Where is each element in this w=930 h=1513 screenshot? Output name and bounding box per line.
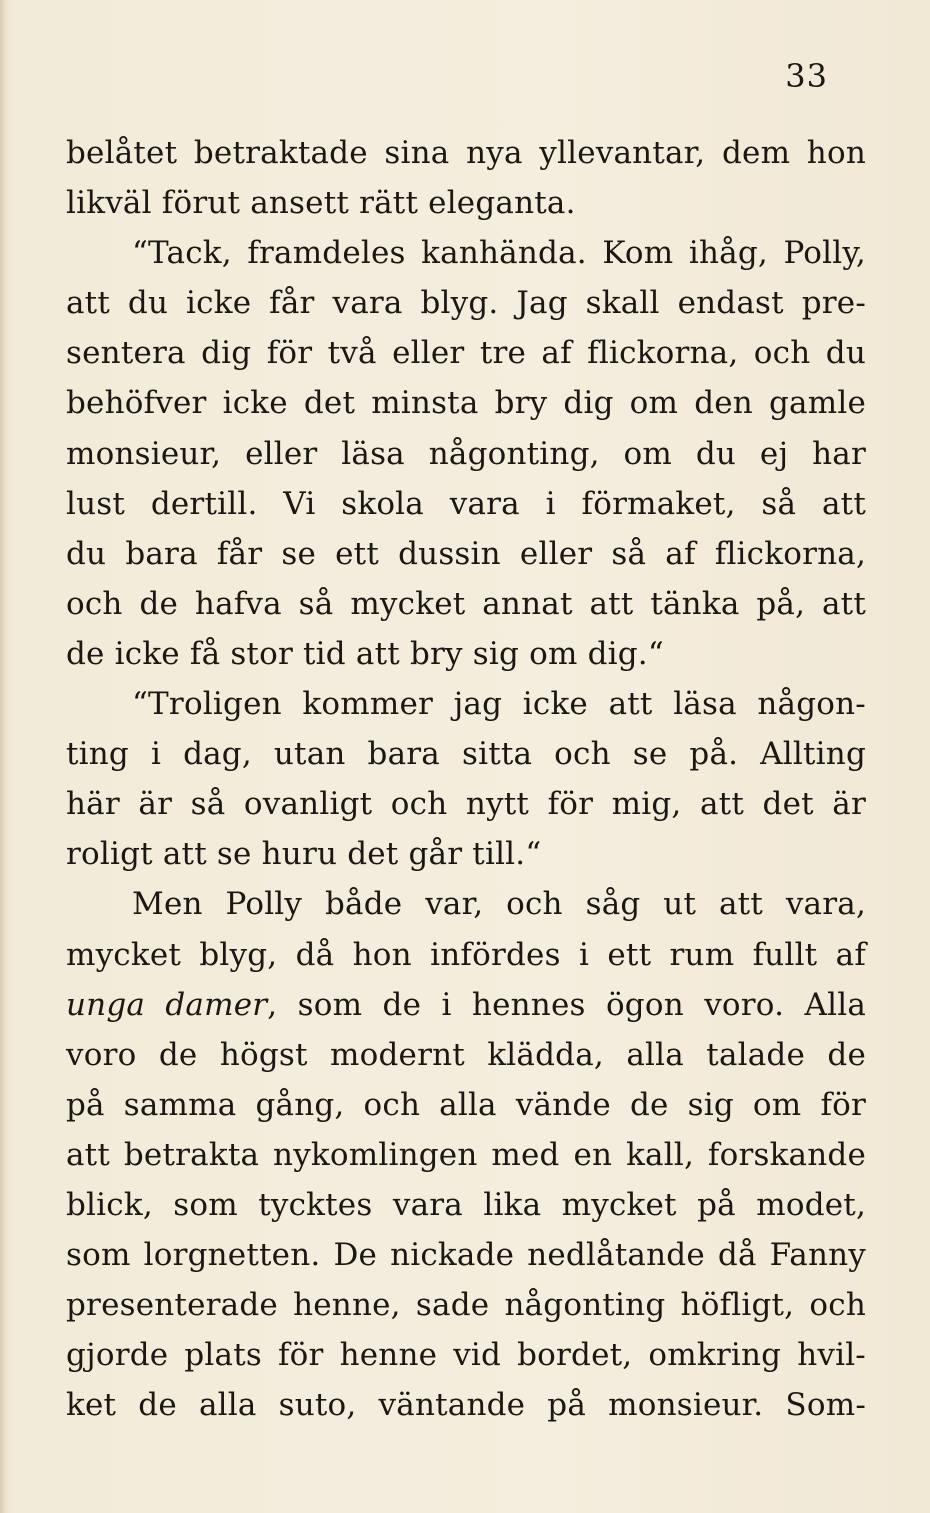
text-line: på samma gång, och alla vände de sig om för	[66, 1086, 866, 1123]
text-line: att du icke får vara blyg. Jag skall endast pre-	[66, 285, 866, 322]
text-line: gjorde plats för henne vid bordet, omkring hvil-	[66, 1337, 866, 1374]
text-line: blick, som tycktes vara lika mycket på modet,	[66, 1186, 866, 1223]
text-line: lust dertill. Vi skola vara i förmaket, så att	[66, 485, 866, 522]
text-line: du bara får se ett dussin eller så af flickorna,	[66, 535, 866, 572]
text-line: mycket blyg, då hon infördes i ett rum fullt af	[66, 936, 866, 973]
text-line: roligt att se huru det går till.“	[66, 836, 542, 873]
text-line: “Tack, framdeles kanhända. Kom ihåg, Polly,	[132, 235, 866, 272]
body-text	[66, 128, 866, 1430]
text-line: belåtet betraktade sina nya yllevantar, dem hon	[66, 135, 866, 171]
text-line: ting i dag, utan bara sitta och se på. Allting	[66, 736, 866, 773]
text-line: behöfver icke det minsta bry dig om den gamle	[66, 385, 866, 422]
page-gutter-edge	[0, 0, 6, 1513]
text-line: att betrakta nykomlingen med en kall, forskande	[66, 1136, 866, 1173]
text-line: presenterade henne, sade någonting höfligt, och	[66, 1287, 866, 1324]
text-line: monsieur, eller läsa någonting, om du ej har	[66, 435, 866, 472]
text-line: som lorgnetten. De nickade nedlåtande då Fanny	[66, 1237, 866, 1274]
text-line: de icke få stor tid att bry sig om dig.“	[66, 635, 664, 672]
text-line: här är så ovanligt och nytt för mig, att det är	[66, 786, 866, 823]
text-line-rest: , som de i hennes ögon voro. Alla	[267, 986, 866, 1023]
text-line: Men Polly både var, och såg ut att vara,	[132, 886, 866, 923]
text-line: “Troligen kommer jag icke att läsa någon-	[132, 686, 866, 723]
text-line: sentera dig för två eller tre af flickorna, och du	[66, 335, 866, 372]
text-line: ket de alla suto, väntande på monsieur. Som-	[66, 1387, 866, 1424]
text-line: voro de högst modernt klädda, alla talade de	[66, 1036, 866, 1073]
text-line-emphasis	[66, 980, 866, 1030]
italic-phrase: unga damer	[66, 986, 268, 1023]
text-line: likväl förut ansett rätt eleganta.	[66, 185, 576, 222]
page-number: 33	[785, 57, 828, 95]
text-line: och de hafva så mycket annat att tänka på, att	[66, 585, 866, 622]
